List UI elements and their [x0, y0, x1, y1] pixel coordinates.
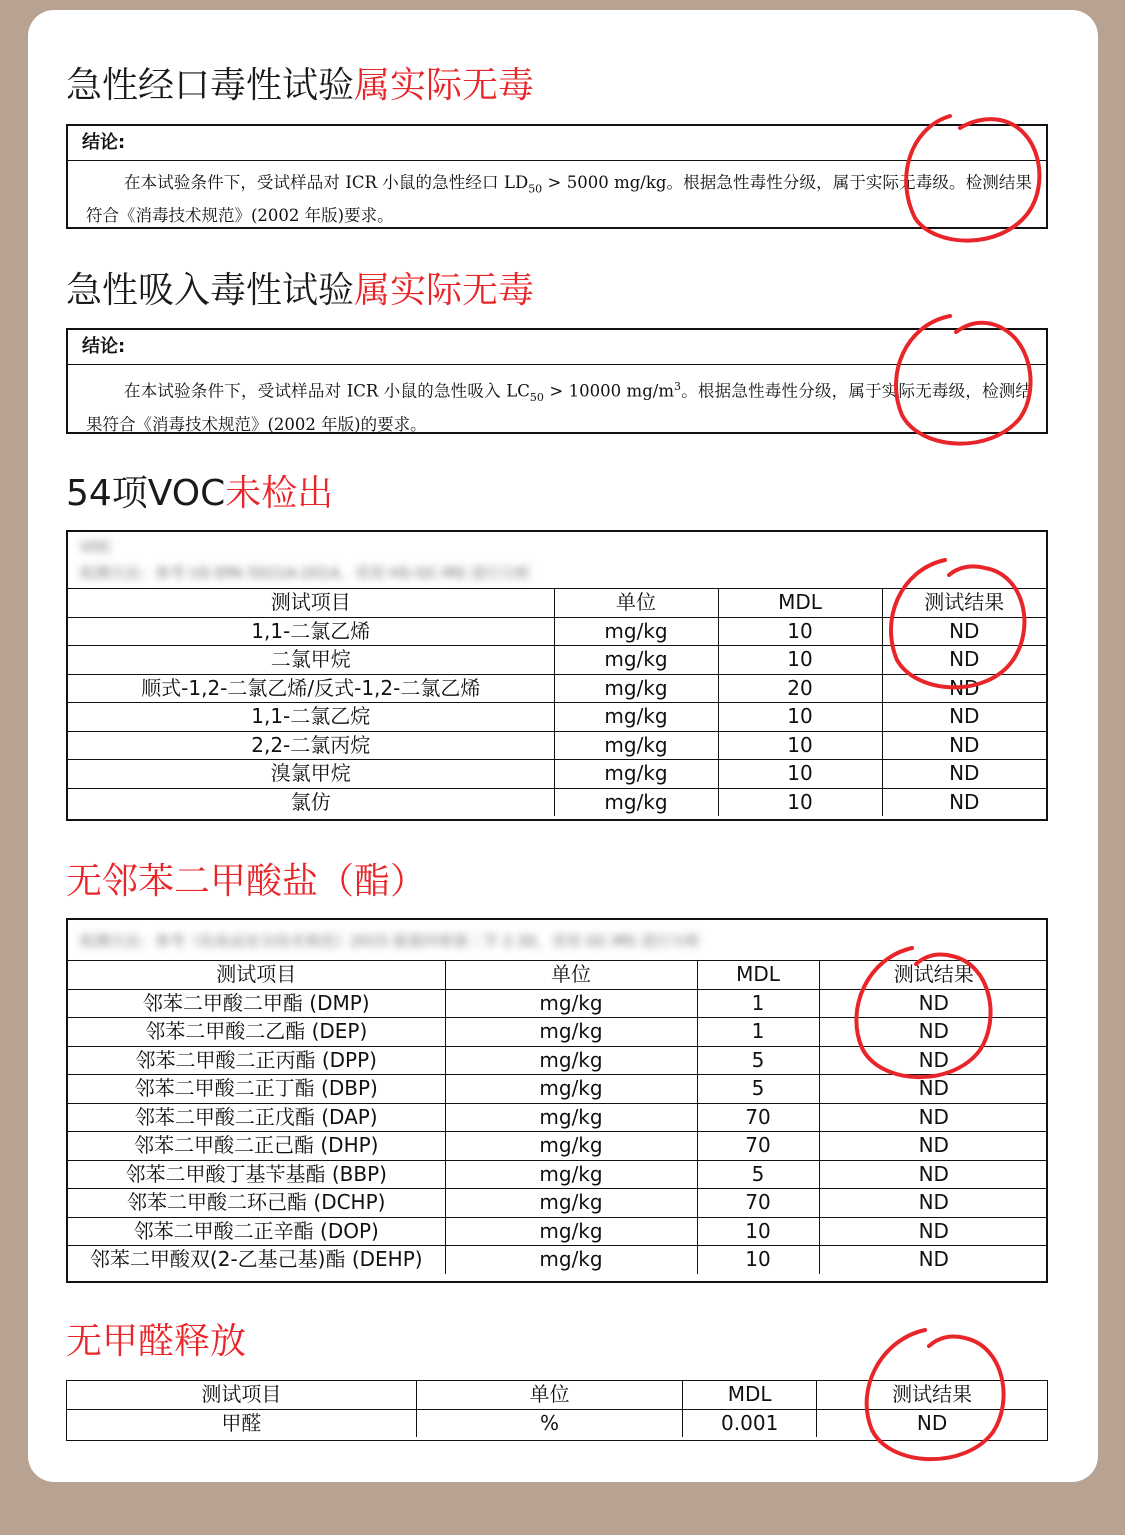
voc-cell-mdl: 10 [718, 617, 882, 646]
voc-title-red: 未检出 [225, 473, 334, 514]
inhal-text-a: 在本试验条件下，受试样品对 ICR 小鼠的急性吸入 LC [124, 381, 530, 401]
oral-sub: 50 [528, 182, 543, 196]
phthalate-cell-item: 邻苯二甲酸二正戊酯 (DAP) [68, 1103, 445, 1132]
phthalate-table-row [68, 1217, 1048, 1246]
inhal-conclusion-box [66, 328, 1048, 434]
oral-text-b: > 5000 mg/kg。根据急性毒性分级，属于实际无毒级。检测结果符合《消毒技术规范》(2002 年版)要求。 [86, 173, 1032, 226]
phthalate-table-box [66, 918, 1048, 1283]
formaldehyde-cell-item: 甲醛 [67, 1409, 416, 1437]
phthalate-col-item: 测试项目 [68, 961, 445, 989]
voc-cell-item: 溴氯甲烷 [68, 760, 554, 789]
phthalate-col-unit: 单位 [445, 961, 697, 989]
phthalate-cell-result: ND [819, 1217, 1048, 1246]
oral-conclusion-box [66, 124, 1048, 229]
phthalate-title: 无邻苯二甲酸盐（酯） [66, 861, 427, 902]
voc-table-row [68, 646, 1046, 675]
voc-cell-result: ND [882, 760, 1046, 789]
voc-cell-result: ND [882, 617, 1046, 646]
phthalate-cell-item: 邻苯二甲酸二环己酯 (DCHP) [68, 1189, 445, 1218]
phthalate-cell-mdl: 10 [697, 1246, 819, 1274]
voc-cell-mdl: 10 [718, 731, 882, 760]
phthalate-header-row [68, 961, 1048, 989]
phthalate-cell-mdl: 5 [697, 1075, 819, 1104]
voc-blur-line1: VOC [80, 538, 113, 556]
voc-cell-unit: mg/kg [554, 646, 718, 675]
voc-table-row [68, 731, 1046, 760]
inhal-conclusion-label: 结论: [68, 330, 1046, 365]
phthalate-cell-unit: mg/kg [445, 1103, 697, 1132]
formaldehyde-title: 无甲醛释放 [66, 1321, 247, 1362]
voc-cell-item: 1,1-二氯乙烷 [68, 703, 554, 732]
oral-title-black: 急性经口毒性试验 [66, 65, 355, 106]
voc-blurred-header [68, 532, 1046, 589]
voc-cell-mdl: 10 [718, 646, 882, 675]
inhal-title-red: 属实际无毒 [354, 270, 535, 311]
voc-table-row [68, 617, 1046, 646]
phthalate-cell-item: 邻苯二甲酸丁基苄基酯 (BBP) [68, 1160, 445, 1189]
phthalate-cell-result: ND [819, 1246, 1048, 1274]
phthalate-table-row [68, 1246, 1048, 1274]
phthalate-cell-result: ND [819, 989, 1048, 1018]
phthalate-cell-unit: mg/kg [445, 1075, 697, 1104]
voc-cell-item: 氯仿 [68, 788, 554, 816]
inhal-sub: 50 [529, 390, 544, 404]
voc-table-row [68, 760, 1046, 789]
oral-toxicity-title [66, 64, 534, 108]
voc-table [68, 589, 1046, 816]
voc-cell-item: 二氯甲烷 [68, 646, 554, 675]
phthalate-cell-unit: mg/kg [445, 1217, 697, 1246]
phthalate-cell-mdl: 5 [697, 1160, 819, 1189]
phthalate-cell-result: ND [819, 1160, 1048, 1189]
voc-cell-item: 1,1-二氯乙烯 [68, 617, 554, 646]
voc-col-unit: 单位 [554, 589, 718, 617]
formaldehyde-header-row [67, 1381, 1047, 1409]
voc-cell-unit: mg/kg [554, 674, 718, 703]
phthalate-table [68, 961, 1048, 1274]
voc-table-box [66, 530, 1048, 821]
formaldehyde-col-item: 测试项目 [67, 1381, 416, 1409]
formaldehyde-cell-unit: % [416, 1409, 682, 1437]
voc-cell-result: ND [882, 731, 1046, 760]
phthalate-cell-unit: mg/kg [445, 1246, 697, 1274]
voc-cell-mdl: 10 [718, 760, 882, 789]
voc-title-black: 54项VOC [66, 473, 226, 514]
oral-title-red: 属实际无毒 [354, 65, 535, 106]
phthalate-cell-item: 邻苯二甲酸二乙酯 (DEP) [68, 1018, 445, 1047]
voc-cell-result: ND [882, 674, 1046, 703]
voc-cell-unit: mg/kg [554, 731, 718, 760]
phthalate-blurred-header [68, 920, 1046, 961]
voc-cell-result: ND [882, 703, 1046, 732]
formaldehyde-table [67, 1381, 1047, 1437]
inhal-text-c: 。根据急性毒性分级，属于实际无毒级，检测结果符合《消毒技术规范》(2002 年版)的要求。 [86, 381, 1033, 434]
voc-cell-mdl: 20 [718, 674, 882, 703]
phthalate-cell-unit: mg/kg [445, 1018, 697, 1047]
voc-cell-item: 2,2-二氯丙烷 [68, 731, 554, 760]
formaldehyde-table-box [66, 1380, 1048, 1441]
voc-cell-unit: mg/kg [554, 703, 718, 732]
phthalate-cell-unit: mg/kg [445, 1189, 697, 1218]
phthalate-cell-result: ND [819, 1189, 1048, 1218]
phthalate-table-row [68, 1132, 1048, 1161]
phthalate-cell-result: ND [819, 1132, 1048, 1161]
phthalate-table-row [68, 1046, 1048, 1075]
formaldehyde-col-result: 测试结果 [817, 1381, 1047, 1409]
inhal-toxicity-title [66, 269, 534, 313]
voc-blur-line2: 检测方法：参考 US EPA 5021A-2014，采用 HS-GC-MS 进行分析 [80, 564, 531, 582]
formaldehyde-col-unit: 单位 [416, 1381, 682, 1409]
voc-header-row [68, 589, 1046, 617]
voc-col-result: 测试结果 [882, 589, 1046, 617]
phthalate-col-result: 测试结果 [819, 961, 1048, 989]
voc-cell-result: ND [882, 646, 1046, 675]
phthalate-cell-unit: mg/kg [445, 989, 697, 1018]
phthalate-table-row [68, 1189, 1048, 1218]
phthalate-cell-mdl: 5 [697, 1046, 819, 1075]
phthalate-cell-result: ND [819, 1103, 1048, 1132]
oral-conclusion-text [68, 161, 1046, 235]
phthalate-cell-mdl: 10 [697, 1217, 819, 1246]
phthalate-cell-unit: mg/kg [445, 1046, 697, 1075]
phthalate-cell-mdl: 70 [697, 1132, 819, 1161]
phthalate-cell-unit: mg/kg [445, 1132, 697, 1161]
inhal-title-black: 急性吸入毒性试验 [66, 270, 355, 311]
phthalate-cell-item: 邻苯二甲酸二正辛酯 (DOP) [68, 1217, 445, 1246]
voc-cell-unit: mg/kg [554, 760, 718, 789]
inhal-sup: 3 [673, 380, 681, 393]
voc-table-row [68, 674, 1046, 703]
phthalate-cell-item: 邻苯二甲酸二正己酯 (DHP) [68, 1132, 445, 1161]
formaldehyde-cell-mdl: 0.001 [683, 1409, 817, 1437]
phthalate-cell-result: ND [819, 1075, 1048, 1104]
voc-title [66, 472, 333, 516]
voc-cell-unit: mg/kg [554, 617, 718, 646]
formaldehyde-col-mdl: MDL [683, 1381, 817, 1409]
voc-table-row [68, 788, 1046, 816]
oral-conclusion-label: 结论: [68, 126, 1046, 161]
phthalate-cell-result: ND [819, 1018, 1048, 1047]
phthalate-table-row [68, 1160, 1048, 1189]
phthalate-cell-item: 邻苯二甲酸二甲酯 (DMP) [68, 989, 445, 1018]
phthalate-blur-line1: 检测方法：参考《化妆品安全技术规范》2015 版第四章第二节 2.30，采用 GC-MS 进行分析 [80, 932, 701, 950]
oral-text-a: 在本试验条件下，受试样品对 ICR 小鼠的急性经口 LD [124, 173, 529, 192]
voc-col-mdl: MDL [718, 589, 882, 617]
voc-table-row [68, 703, 1046, 732]
phthalate-cell-result: ND [819, 1046, 1048, 1075]
voc-col-item: 测试项目 [68, 589, 554, 617]
phthalate-cell-mdl: 1 [697, 989, 819, 1018]
phthalate-cell-unit: mg/kg [445, 1160, 697, 1189]
voc-cell-mdl: 10 [718, 788, 882, 816]
phthalate-table-row [68, 1075, 1048, 1104]
inhal-text-b: > 10000 mg/m [543, 381, 674, 401]
voc-cell-unit: mg/kg [554, 788, 718, 816]
formaldehyde-table-row [67, 1409, 1047, 1437]
phthalate-table-row [68, 1103, 1048, 1132]
phthalate-col-mdl: MDL [697, 961, 819, 989]
phthalate-cell-item: 邻苯二甲酸双(2-乙基己基)酯 (DEHP) [68, 1246, 445, 1274]
phthalate-cell-mdl: 70 [697, 1103, 819, 1132]
formaldehyde-cell-result: ND [817, 1409, 1047, 1437]
phthalate-cell-item: 邻苯二甲酸二正丁酯 (DBP) [68, 1075, 445, 1104]
phthalate-table-row [68, 989, 1048, 1018]
voc-cell-item: 顺式-1,2-二氯乙烯/反式-1,2-二氯乙烯 [68, 674, 554, 703]
phthalate-cell-item: 邻苯二甲酸二正丙酯 (DPP) [68, 1046, 445, 1075]
voc-cell-mdl: 10 [718, 703, 882, 732]
inhal-conclusion-text [68, 365, 1046, 444]
phthalate-table-row [68, 1018, 1048, 1047]
voc-cell-result: ND [882, 788, 1046, 816]
phthalate-cell-mdl: 70 [697, 1189, 819, 1218]
phthalate-cell-mdl: 1 [697, 1018, 819, 1047]
